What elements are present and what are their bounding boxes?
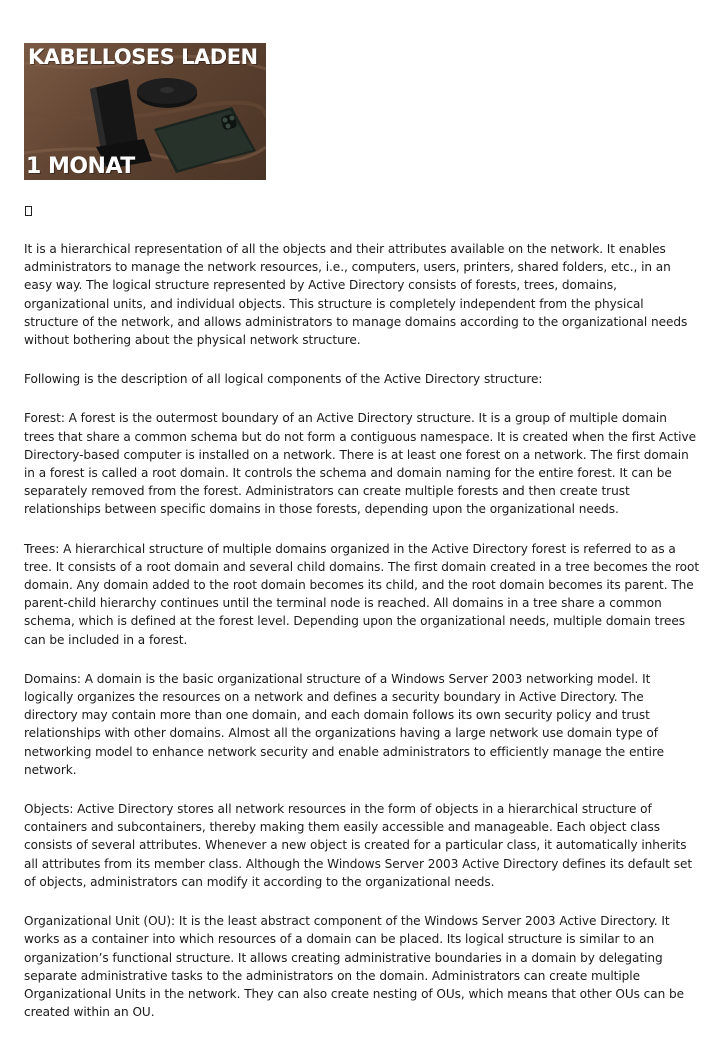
photo-title-overlay: KABELLOSES LADEN (28, 45, 258, 69)
paragraph-organizational-unit: Organizational Unit (OU): It is the least abstract component of the Windows Server 2003 Active Directory. It works as a container into which resources of a domain can be placed. Its logical structure is similar to an organization’s functional structure. It allows creating administrative boundaries in a domain by delegating separate administrative tasks to the administrators on the domain. Administrators can create multiple Organizational Units in the network. They can also create nesting of OUs, which means that other OUs can be created within an OU. (24, 914, 685, 1020)
missing-glyph-icon (25, 206, 32, 216)
paragraph-intro: It is a hierarchical representation of all the objects and their attributes available on the network. It enables administrators to manage the network resources, i.e., computers, users, printers, shared folders, etc., in an easy way. The logical structure represented by Active Directory consists of forests, trees, domains, organizational units, and individual objects. This structure is completely independent from the physical structure of the network, and allows administrators to manage domains according to the organizational needs without bothering about the physical network structure. (24, 242, 688, 348)
paragraph-objects: Objects: Active Directory stores all network resources in the form of objects in a hierarchical structure of containers and subcontainers, thereby making them easily accessible and manageable. Each object class consists of several attributes. Whenever a new object is created for a particular class, it automatically inherits all attributes from its member class. Although the Windows Server 2003 Active Directory defines its default set of objects, administrators can modify it according to the organizational needs. (24, 802, 693, 889)
photo-caption-overlay: 1 MONAT (26, 154, 135, 179)
product-photo[interactable] (24, 43, 266, 180)
article-body (24, 240, 700, 1042)
paragraph-components-lead: Following is the description of all logical components of the Active Directory structure: (24, 372, 543, 387)
paragraph-forest: Forest: A forest is the outermost boundary of an Active Directory structure. It is a group of multiple domain trees that share a common schema but do not form a contiguous namespace. It is created when the first Active Directory-based computer is installed on a network. There is at least one forest on a network. The first domain in a forest is called a root domain. It controls the schema and domain naming for the entire forest. It can be separately removed from the forest. Administrators can create multiple forests and then create trust relationships between specific domains in those forests, depending upon the organizational needs. (24, 411, 696, 517)
paragraph-trees: Trees: A hierarchical structure of multiple domains organized in the Active Directory forest is referred to as a tree. It consists of a root domain and several child domains. The first domain created in a tree becomes the root domain. Any domain added to the root domain becomes its child, and the root domain becomes its parent. The parent-child hierarchy continues until the terminal node is reached. All domains in a tree share a common schema, which is defined at the forest level. Depending upon the organizational needs, multiple domain trees can be included in a forest. (24, 541, 700, 647)
paragraph-domains: Domains: A domain is the basic organizational structure of a Windows Server 2003 networking model. It logically organizes the resources on a network and defines a security boundary in Active Directory. The directory may contain more than one domain, and each domain follows its own security policy and trust relationships with other domains. Almost all the organizations having a large network use domain type of networking model to enhance network security and enable administrators to efficiently manage the entire network. (24, 671, 665, 777)
